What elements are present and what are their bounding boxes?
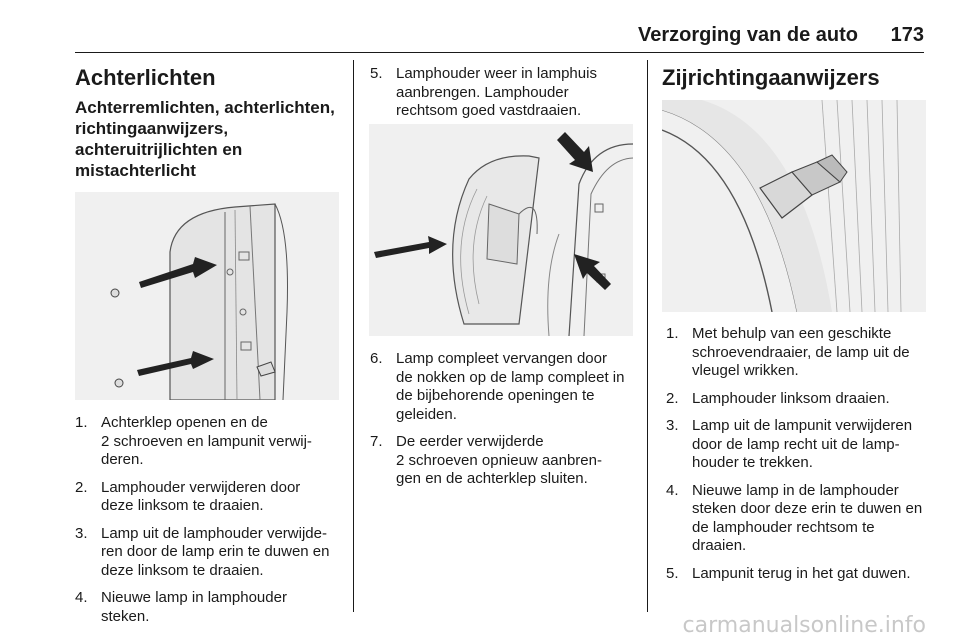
column-divider-1 [353, 60, 354, 612]
list-item: 3. Lamp uit de lamphouder verwijde- ren door de lamp erin te duwen en deze linksom te draaien. [75, 524, 330, 579]
side-indicator-illustration [662, 100, 926, 312]
list-item: 7. De eerder verwijderde 2 schroeven opnieuw aanbren- gen en de achterklep sluiten. [370, 433, 602, 487]
rear-lights-heading: Achterlichten [75, 65, 216, 90]
watermark: carmanualsonline.info [682, 613, 926, 638]
list-item: 2. Lamphouder linksom draaien. [666, 389, 890, 407]
left-column [75, 65, 345, 181]
list-item: 1. Achterklep openen en de 2 schroeven en lampunit verwij- deren. [75, 414, 312, 468]
side-indicator-drawing [662, 100, 926, 312]
left-steps [75, 414, 350, 635]
list-item: 6. Lamp compleet vervangen door de nokken op de lamp compleet in de bijbehorende openingen te geleiden. [370, 350, 625, 423]
right-column [662, 65, 932, 91]
side-indicators-heading: Zijrichtingaanwijzers [662, 65, 880, 90]
column-divider-2 [647, 60, 648, 612]
rear-lights-subheading: Achterremlichten, achterlichten, richtingaanwijzers, achteruitrijlichten en mistachterlicht [75, 98, 335, 180]
middle-steps-bottom [370, 350, 645, 498]
right-steps [666, 325, 936, 592]
lamp-housing-illustration [369, 124, 633, 336]
rear-light-removal-drawing [75, 192, 339, 400]
list-item: 2. Lamphouder verwijderen door deze linksom te draaien. [75, 478, 301, 514]
rear-light-removal-illustration [75, 192, 339, 400]
lamp-housing-drawing [369, 124, 633, 336]
list-item: 5. Lampunit terug in het gat duwen. [666, 564, 911, 582]
list-item: 3. Lamp uit de lampunit verwijderen door de lamp recht uit de lamp- houder te trekken. [666, 417, 913, 471]
header-rule [75, 52, 924, 53]
list-item: 4. Nieuwe lamp in de lamphouder steken door deze erin te duwen en de lamphouder rechtsom te draaien. [666, 481, 923, 554]
list-item: 5. Lamphouder weer in lamphuis aanbrengen. Lamphouder rechtsom goed vastdraaien. [370, 65, 597, 119]
middle-steps-top [370, 65, 640, 130]
list-item: 4. Nieuwe lamp in lamphouder steken. [75, 589, 287, 625]
section-title: Verzorging van de auto [637, 24, 858, 46]
list-item: 1. Met behulp van een geschikte schroevendraaier, de lamp uit de vleugel wrikken. [666, 325, 910, 379]
page-number: 173 [890, 24, 924, 46]
